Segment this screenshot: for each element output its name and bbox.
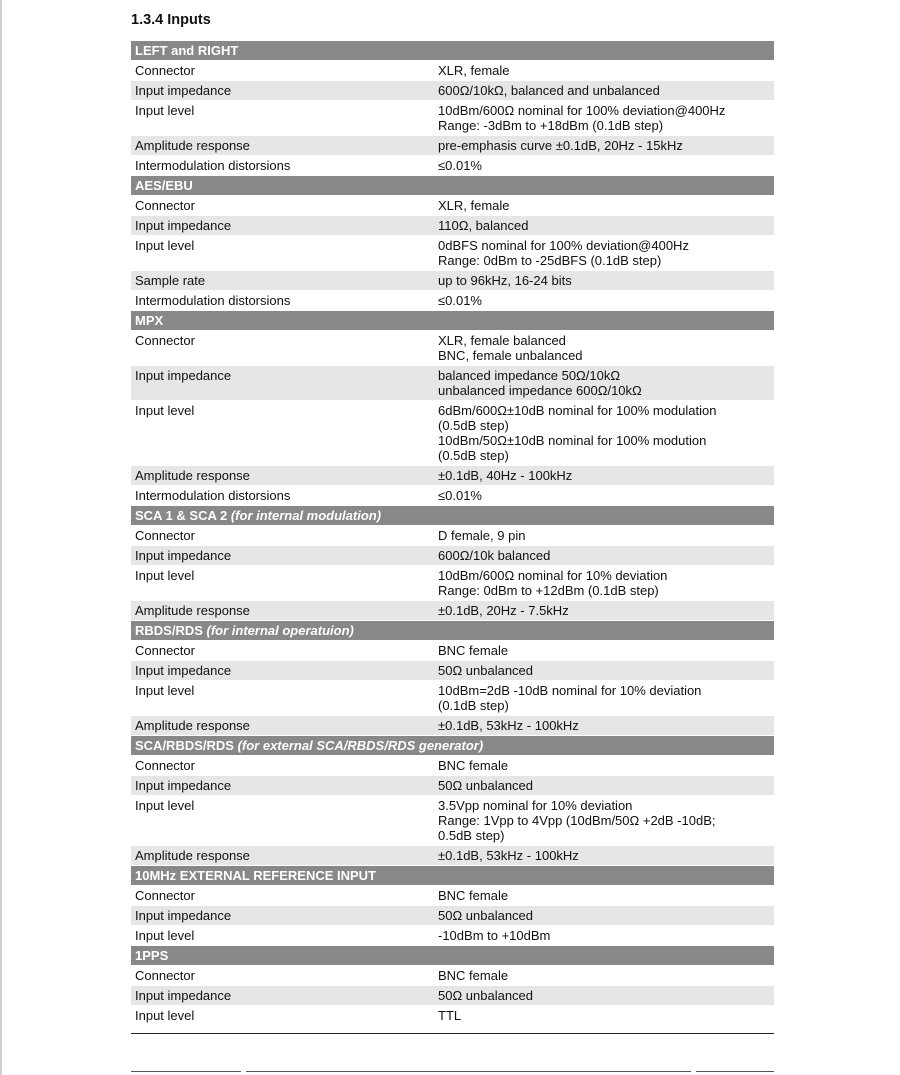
spec-value-line: 600Ω/10kΩ, balanced and unbalanced: [438, 83, 660, 98]
spec-label: Connector: [135, 888, 195, 903]
spec-value: [434, 776, 774, 795]
spec-label: Amplitude response: [135, 718, 250, 733]
spec-row: [131, 401, 774, 465]
spec-label: Input level: [135, 1008, 195, 1023]
section-subtitle: (for internal modulation): [230, 508, 382, 523]
table-bottom-rule: [131, 1033, 774, 1034]
section-title: LEFT and RIGHT: [135, 43, 239, 58]
spec-value: [434, 546, 774, 565]
spec-value-line: balanced impedance 50Ω/10kΩ: [438, 368, 621, 383]
spec-label: Connector: [135, 758, 195, 773]
spec-row: [131, 156, 774, 175]
spec-row: [131, 81, 774, 100]
spec-value-line: unbalanced impedance 600Ω/10kΩ: [438, 383, 642, 398]
spec-label: Input impedance: [135, 778, 232, 793]
spec-value-line: XLR, female balanced: [438, 333, 566, 348]
spec-label: Amplitude response: [135, 603, 250, 618]
spec-value: [434, 846, 774, 865]
spec-row: [131, 661, 774, 680]
section-title: RBDS/RDS: [135, 623, 207, 638]
footer-rules: [131, 1071, 774, 1075]
spec-value: [434, 886, 774, 905]
spec-value: [434, 236, 774, 270]
spec-label: Input impedance: [135, 218, 232, 233]
spec-value-line: BNC female: [438, 643, 509, 658]
spec-value: [434, 926, 774, 945]
spec-value-line: XLR, female: [438, 63, 510, 78]
spec-value: [434, 486, 774, 505]
spec-label: Input level: [135, 103, 195, 118]
spec-value: [434, 601, 774, 620]
spec-value-line: 10dBm/50Ω±10dB nominal for 100% modution: [438, 433, 707, 448]
section-header: [131, 311, 774, 330]
spec-label: Input level: [135, 683, 195, 698]
spec-label: Input level: [135, 403, 195, 418]
spec-label: Connector: [135, 198, 195, 213]
spec-value-line: 10dBm/600Ω nominal for 100% deviation@400Hz: [438, 103, 726, 118]
spec-value-line: 3.5Vpp nominal for 10% deviation: [438, 798, 633, 813]
spec-value-line: ≤0.01%: [438, 158, 482, 173]
spec-value-line: 50Ω unbalanced: [438, 663, 534, 678]
spec-value: [434, 756, 774, 775]
spec-value-line: up to 96kHz, 16-24 bits: [438, 273, 572, 288]
spec-value-line: ≤0.01%: [438, 488, 482, 503]
spec-row: [131, 756, 774, 775]
spec-value: [434, 271, 774, 290]
section-title: 10MHz EXTERNAL REFERENCE INPUT: [135, 868, 377, 883]
spec-row: [131, 61, 774, 80]
spec-label: Connector: [135, 63, 195, 78]
spec-row: [131, 466, 774, 485]
section-header: [131, 866, 774, 885]
spec-row: [131, 906, 774, 925]
spec-value: [434, 156, 774, 175]
spec-label: Amplitude response: [135, 848, 250, 863]
spec-value-line: 110Ω, balanced: [438, 218, 529, 233]
spec-value-line: 50Ω unbalanced: [438, 778, 534, 793]
spec-row: [131, 716, 774, 735]
spec-row: [131, 846, 774, 865]
spec-value-line: -10dBm to +10dBm: [438, 928, 551, 943]
spec-row: [131, 926, 774, 945]
section-header: [131, 736, 774, 755]
spec-value-line: Range: 1Vpp to 4Vpp (10dBm/50Ω +2dB -10dB;: [438, 813, 716, 828]
spec-value-line: ±0.1dB, 20Hz - 7.5kHz: [438, 603, 569, 618]
spec-label: Connector: [135, 968, 195, 983]
spec-value-line: BNC female: [438, 968, 509, 983]
spec-row: [131, 986, 774, 1005]
spec-value: [434, 81, 774, 100]
spec-label: Intermodulation distorsions: [135, 158, 291, 173]
spec-value: [434, 681, 774, 715]
spec-label: Input level: [135, 568, 195, 583]
page-edge: [0, 0, 2, 1075]
spec-value: [434, 716, 774, 735]
spec-row: [131, 566, 774, 600]
spec-value-line: (0.1dB step): [438, 698, 509, 713]
spec-value-line: D female, 9 pin: [438, 528, 526, 543]
spec-value-line: ±0.1dB, 53kHz - 100kHz: [438, 718, 579, 733]
spec-value: [434, 796, 774, 845]
spec-row: [131, 271, 774, 290]
spec-row: [131, 886, 774, 905]
spec-value-line: 0.5dB step): [438, 828, 505, 843]
spec-value: [434, 291, 774, 310]
spec-value-line: Range: -3dBm to +18dBm (0.1dB step): [438, 118, 664, 133]
spec-value-line: ±0.1dB, 40Hz - 100kHz: [438, 468, 573, 483]
spec-row: [131, 641, 774, 660]
spec-label: Intermodulation distorsions: [135, 293, 291, 308]
spec-label: Input level: [135, 928, 195, 943]
spec-value-line: 0dBFS nominal for 100% deviation@400Hz: [438, 238, 689, 253]
spec-value: [434, 401, 774, 465]
spec-label: Input impedance: [135, 368, 232, 383]
spec-row: [131, 236, 774, 270]
section-title: MPX: [135, 313, 164, 328]
spec-value: [434, 986, 774, 1005]
spec-value: [434, 1006, 774, 1025]
spec-value: [434, 661, 774, 680]
spec-label: Input impedance: [135, 83, 232, 98]
spec-value-line: BNC female: [438, 758, 509, 773]
section-title: SCA/RBDS/RDS: [135, 738, 238, 753]
inputs-spec-table: [131, 40, 774, 1034]
spec-value-line: 10dBm=2dB -10dB nominal for 10% deviation: [438, 683, 702, 698]
spec-row: [131, 776, 774, 795]
spec-value: [434, 61, 774, 80]
spec-value-line: BNC, female unbalanced: [438, 348, 583, 363]
section-header: [131, 621, 774, 640]
section-title: AES/EBU: [135, 178, 193, 193]
spec-label: Input impedance: [135, 988, 232, 1003]
spec-row: [131, 216, 774, 235]
section-header: [131, 506, 774, 525]
spec-row: [131, 601, 774, 620]
spec-value-line: (0.5dB step): [438, 418, 509, 433]
spec-label: Input impedance: [135, 548, 232, 563]
spec-label: Intermodulation distorsions: [135, 488, 291, 503]
spec-row: [131, 966, 774, 985]
spec-row: [131, 291, 774, 310]
spec-value-line: Range: 0dBm to -25dBFS (0.1dB step): [438, 253, 662, 268]
spec-value-line: (0.5dB step): [438, 448, 509, 463]
section-subtitle: (for internal operatuion): [206, 623, 354, 638]
spec-value-line: 10dBm/600Ω nominal for 10% deviation: [438, 568, 668, 583]
spec-value-line: 600Ω/10k balanced: [438, 548, 551, 563]
spec-row: [131, 526, 774, 545]
spec-value: [434, 466, 774, 485]
spec-value-line: ±0.1dB, 53kHz - 100kHz: [438, 848, 579, 863]
section-header: [131, 41, 774, 60]
spec-value: [434, 196, 774, 215]
spec-label: Input level: [135, 798, 195, 813]
spec-value: [434, 136, 774, 155]
spec-label: Input impedance: [135, 908, 232, 923]
spec-value: [434, 526, 774, 545]
spec-row: [131, 546, 774, 565]
section-heading: 1.3.4 Inputs: [131, 12, 211, 28]
spec-value: [434, 641, 774, 660]
spec-value: [434, 366, 774, 400]
section-title: 1PPS: [135, 948, 169, 963]
spec-row: [131, 196, 774, 215]
spec-value-line: 50Ω unbalanced: [438, 908, 534, 923]
spec-label: Amplitude response: [135, 138, 250, 153]
spec-label: Input impedance: [135, 663, 232, 678]
spec-label: Connector: [135, 643, 195, 658]
spec-label: Input level: [135, 238, 195, 253]
spec-row: [131, 486, 774, 505]
spec-value-line: TTL: [438, 1008, 462, 1023]
spec-value: [434, 966, 774, 985]
spec-value-line: ≤0.01%: [438, 293, 482, 308]
spec-row: [131, 331, 774, 365]
section-header: [131, 946, 774, 965]
spec-value-line: pre-emphasis curve ±0.1dB, 20Hz - 15kHz: [438, 138, 683, 153]
spec-value: [434, 331, 774, 365]
spec-row: [131, 681, 774, 715]
spec-row: [131, 101, 774, 135]
spec-row: [131, 796, 774, 845]
spec-value: [434, 566, 774, 600]
spec-label: Amplitude response: [135, 468, 250, 483]
spec-value: [434, 906, 774, 925]
spec-value: [434, 216, 774, 235]
section-title: SCA 1 & SCA 2: [135, 508, 231, 523]
spec-value-line: 6dBm/600Ω±10dB nominal for 100% modulation: [438, 403, 717, 418]
spec-label: Sample rate: [135, 273, 206, 288]
spec-row: [131, 366, 774, 400]
spec-value-line: BNC female: [438, 888, 509, 903]
spec-value-line: XLR, female: [438, 198, 510, 213]
spec-label: Connector: [135, 528, 195, 543]
spec-row: [131, 136, 774, 155]
spec-row: [131, 1006, 774, 1025]
spec-label: Connector: [135, 333, 195, 348]
section-subtitle: (for external SCA/RBDS/RDS generator): [237, 738, 484, 753]
spec-value: [434, 101, 774, 135]
spec-value-line: 50Ω unbalanced: [438, 988, 534, 1003]
spec-value-line: Range: 0dBm to +12dBm (0.1dB step): [438, 583, 659, 598]
section-header: [131, 176, 774, 195]
